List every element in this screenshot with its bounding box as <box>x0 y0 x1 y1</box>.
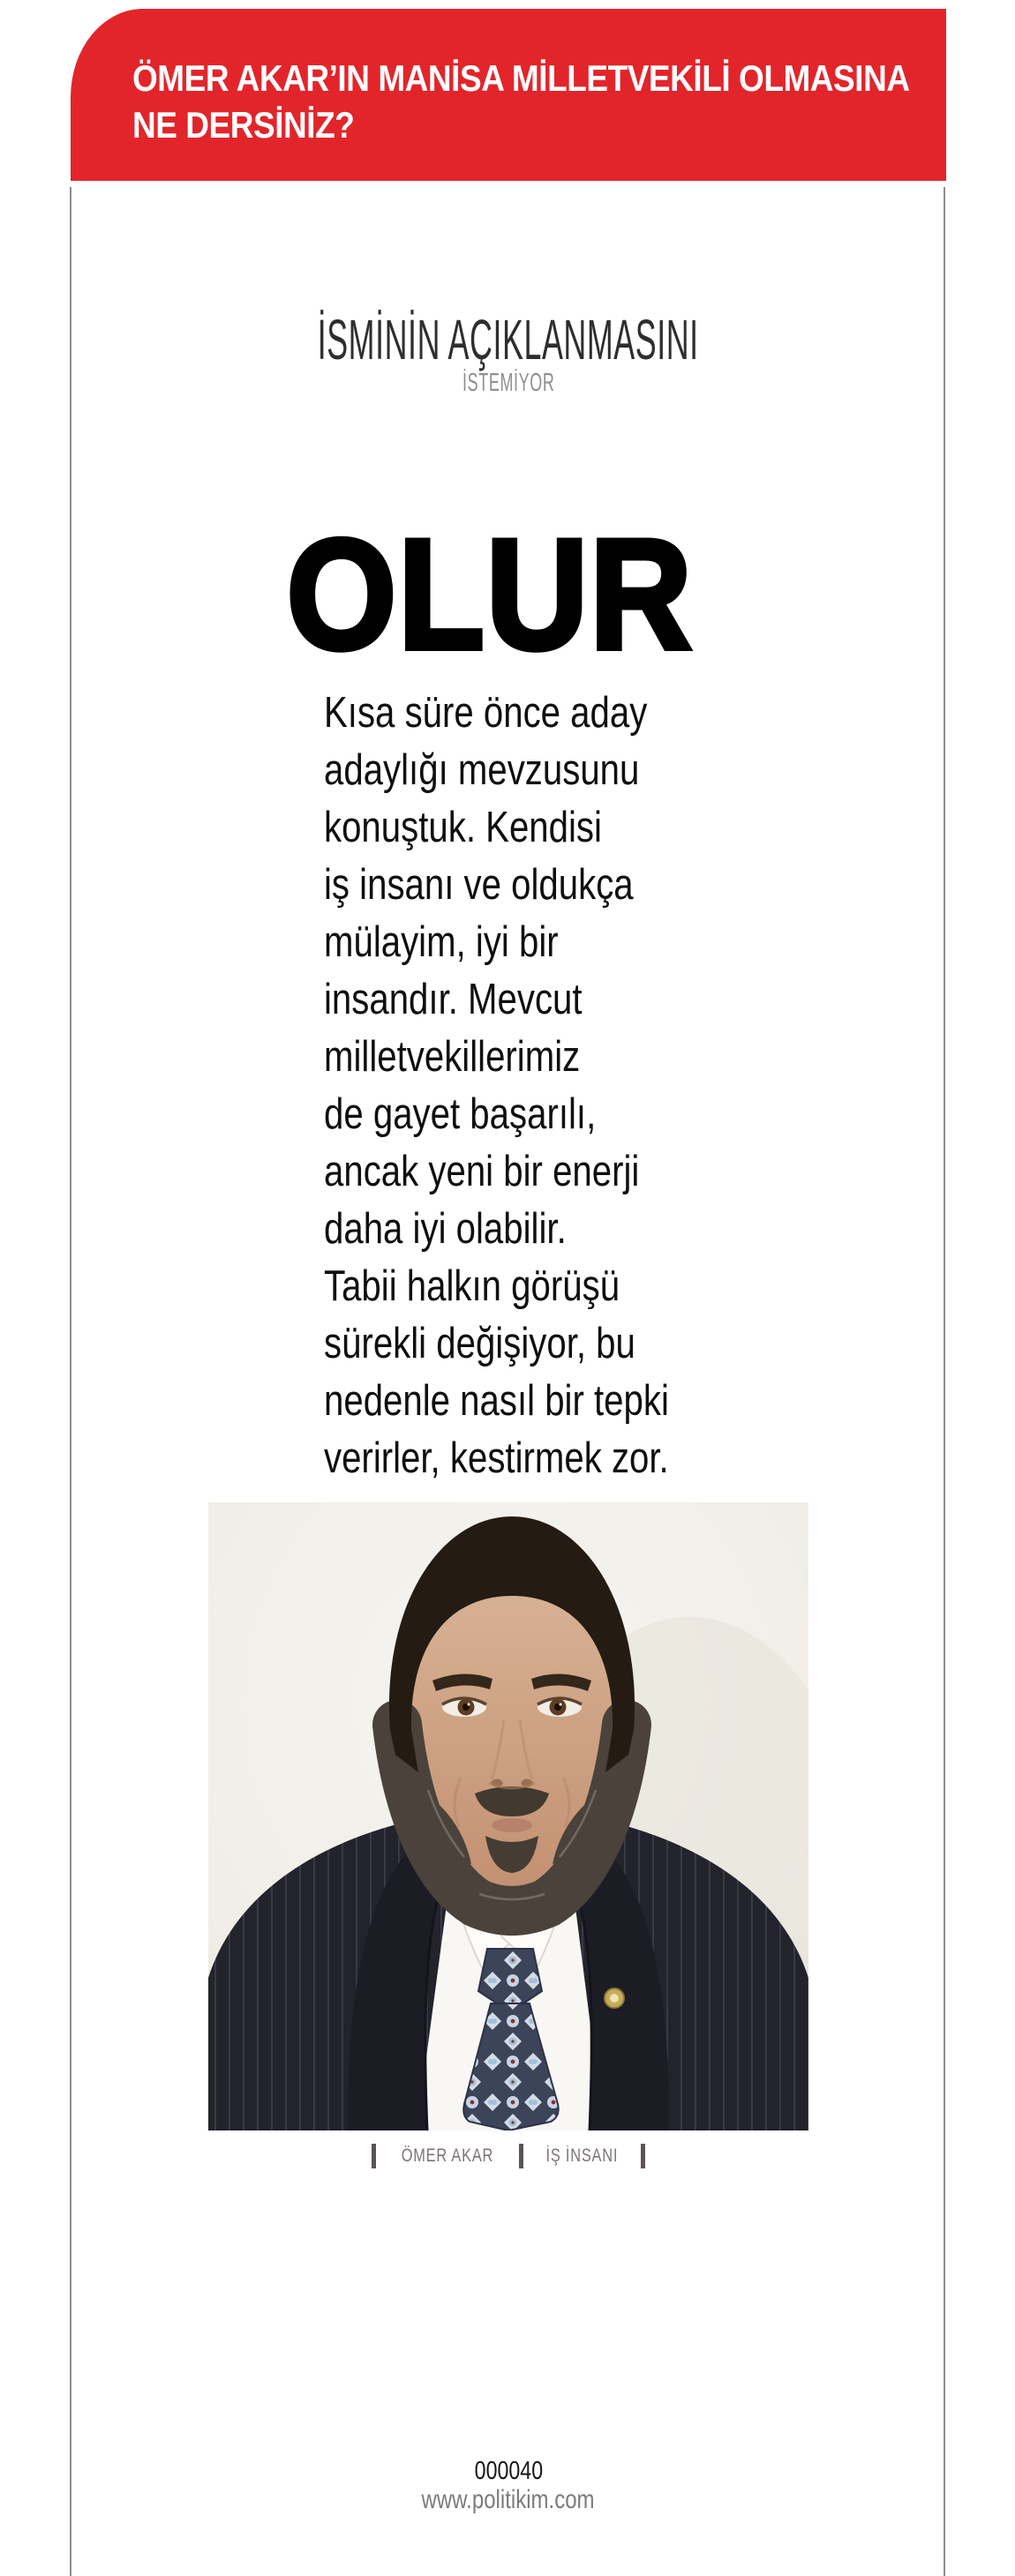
paragraph-line <box>324 1029 745 1086</box>
paragraph-line-text: ancak yeni bir enerji <box>324 1148 640 1195</box>
paragraph-line-text: konuştuk. Kendisi <box>324 804 602 851</box>
anonymity-line-2 <box>71 370 946 396</box>
question-line-2-text: NE DERSİNİZ? <box>132 104 355 146</box>
paragraph-line-text: Tabii halkın görüşü <box>324 1262 620 1310</box>
paragraph-line <box>324 1143 745 1201</box>
paragraph-line-text: iş insanı ve oldukça <box>324 861 634 909</box>
anonymity-note <box>71 308 946 397</box>
answer-headline <box>71 506 909 682</box>
paragraph-line <box>324 799 745 857</box>
paragraph-line <box>324 971 745 1029</box>
caption-name <box>388 2146 507 2166</box>
paragraph-line-text: daha iyi olabilir. <box>324 1205 567 1253</box>
anonymity-line-1 <box>71 308 946 371</box>
paragraph-line-text: adaylığı mevzusunu <box>324 746 640 794</box>
caption-separator-bar <box>641 2144 645 2168</box>
answer-headline-text: OLUR <box>286 506 694 682</box>
photo-caption <box>71 2143 946 2169</box>
caption-separator-bar <box>519 2144 523 2168</box>
paragraph-line-text: mülayim, iyi bir <box>324 918 559 966</box>
footer-code-text: 000040 <box>474 2457 543 2485</box>
portrait-photo <box>208 1502 808 2130</box>
paragraph-line-text: insandır. Mevcut <box>324 976 583 1023</box>
portrait-illustration <box>208 1502 808 2130</box>
paragraph-line-text: verirler, kestirmek zor. <box>324 1434 669 1482</box>
paragraph-line <box>324 1315 745 1373</box>
right-border-line <box>944 187 945 2576</box>
paragraph-line <box>324 1373 745 1430</box>
paragraph-line-text: milletvekillerimiz <box>324 1033 581 1081</box>
question-line-1-text: ÖMER AKAR’IN MANİSA MİLLETVEKİLİ OLMASINA <box>132 57 910 99</box>
paragraph-line <box>324 1430 745 1487</box>
paragraph-line-text: nedenle nasıl bir tepki <box>324 1377 669 1425</box>
caption-separator-bar <box>372 2144 376 2168</box>
paragraph-line <box>324 914 745 971</box>
paragraph-line-text: de gayet başarılı, <box>324 1090 597 1138</box>
question-line-1 <box>132 55 946 101</box>
paragraph-line-text: sürekli değişiyor, bu <box>324 1320 635 1367</box>
anonymity-line-1-text: İSMİNİN AÇIKLANMASINI <box>318 308 699 371</box>
caption-title <box>536 2146 628 2166</box>
paragraph-line <box>324 1201 745 1258</box>
footer-website <box>71 2486 946 2514</box>
answer-paragraph <box>324 685 745 1487</box>
question-line-2 <box>132 101 946 148</box>
anonymity-line-2-text: İSTEMİYOR <box>462 369 555 397</box>
caption-name-text: ÖMER AKAR <box>401 2145 494 2166</box>
lapel-pin-icon <box>605 1988 624 2008</box>
paragraph-line <box>324 742 745 799</box>
footer-code <box>71 2457 946 2486</box>
paragraph-line <box>324 1086 745 1143</box>
paragraph-line <box>324 857 745 914</box>
paragraph-line <box>324 1258 745 1315</box>
paragraph-line-text: Kısa süre önce aday <box>324 689 648 737</box>
question-banner <box>71 9 946 181</box>
caption-title-text: İŞ İNSANI <box>545 2145 619 2166</box>
footer <box>71 2457 946 2514</box>
footer-website-text: www.politikim.com <box>421 2485 596 2514</box>
lower-lip <box>492 1818 532 1832</box>
paragraph-line <box>324 685 745 742</box>
